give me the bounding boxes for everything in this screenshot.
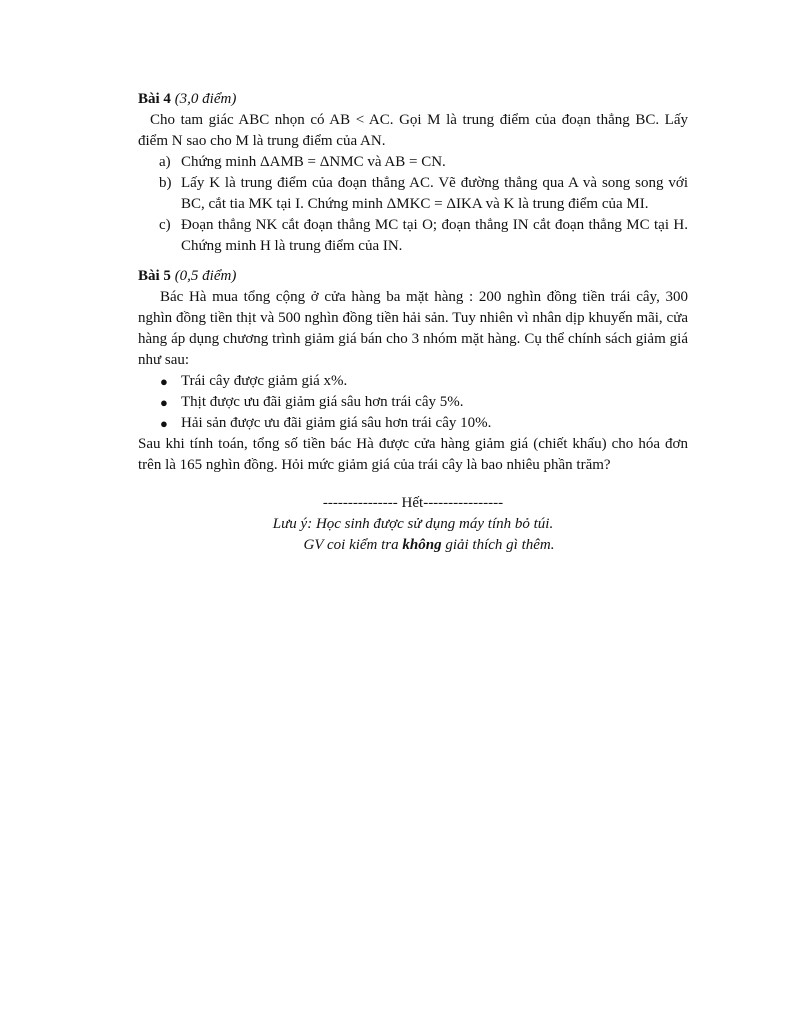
bai5-heading bbox=[138, 266, 688, 287]
bai4-title: Bài 4 bbox=[138, 91, 171, 107]
bullet-text: Trái cây được giảm giá x%. bbox=[181, 373, 348, 389]
bai4-item-c bbox=[138, 215, 688, 257]
note-proctor-pre: GV coi kiểm tra bbox=[303, 537, 403, 553]
bai5-conclusion: Sau khi tính toán, tổng số tiền bác Hà được cửa hàng giảm giá (chiết khấu) cho hóa đơn trên là 165 nghìn đồng. Hỏi mức giảm giá của trái cây là bao nhiêu phần trăm? bbox=[138, 436, 688, 473]
item-marker: a) bbox=[159, 154, 171, 170]
item-text: Lấy K là trung điểm của đoạn thẳng AC. Vẽ đường thẳng qua A và song song với BC, cắt tia MK tại I. Chứng minh ΔMKC = ΔIKA và K là trung điểm của MI. bbox=[181, 175, 688, 212]
bullet-text: Hải sản được ưu đãi giảm giá sâu hơn trái cây 10%. bbox=[181, 415, 492, 431]
bai4-intro: Cho tam giác ABC nhọn có AB < AC. Gọi M là trung điểm của đoạn thẳng BC. Lấy điểm N sao cho M là trung điểm của AN. bbox=[138, 112, 688, 149]
note-proctor-bold: không bbox=[402, 537, 442, 553]
bullet-text: Thịt được ưu đãi giảm giá sâu hơn trái cây 5%. bbox=[181, 394, 464, 410]
item-marker: c) bbox=[159, 217, 171, 233]
bai5-bullet-1 bbox=[138, 371, 688, 392]
bai5-points: (0,5 điểm) bbox=[174, 268, 237, 284]
bai4-item-a bbox=[138, 152, 688, 173]
bai4-list bbox=[138, 152, 688, 257]
bai5-bullet-2 bbox=[138, 392, 688, 413]
bullet-dot-icon: ● bbox=[160, 395, 168, 410]
bai4-heading bbox=[138, 89, 688, 110]
bai5-title: Bài 5 bbox=[138, 268, 171, 284]
note-proctor bbox=[138, 535, 688, 556]
bai5-bullet-3 bbox=[138, 413, 688, 434]
bullet-dot-icon: ● bbox=[160, 374, 168, 389]
bullet-dot-icon: ● bbox=[160, 416, 168, 431]
bai4-item-b bbox=[138, 173, 688, 215]
end-line: --------------- Hết---------------- bbox=[322, 495, 504, 511]
note-calculator: Lưu ý: Học sinh được sử dụng máy tính bỏ túi. bbox=[272, 516, 554, 532]
item-text: Đoạn thẳng NK cắt đoạn thẳng MC tại O; đoạn thẳng IN cắt đoạn thẳng MC tại H. Chứng minh H là trung điểm của IN. bbox=[181, 217, 688, 254]
bai5-intro: Bác Hà mua tổng cộng ở cửa hàng ba mặt hàng : 200 nghìn đồng tiền trái cây, 300 nghìn đồng tiền thịt và 500 nghìn đồng tiền hải sản. Tuy nhiên vì nhân dịp khuyến mãi, cửa hàng áp dụng chương trình giảm giá bán cho 3 nhóm mặt hàng. Cụ thể chính sách giảm giá như sau: bbox=[138, 289, 688, 368]
item-text: Chứng minh ΔAMB = ΔNMC và AB = CN. bbox=[181, 154, 446, 170]
bai4-points: (3,0 điểm) bbox=[174, 91, 237, 107]
bai5-bullets bbox=[138, 371, 688, 434]
item-marker: b) bbox=[159, 175, 172, 191]
exam-page bbox=[138, 89, 688, 556]
note-proctor-post: giải thích gì thêm. bbox=[441, 537, 555, 553]
exam-footer bbox=[138, 493, 688, 556]
